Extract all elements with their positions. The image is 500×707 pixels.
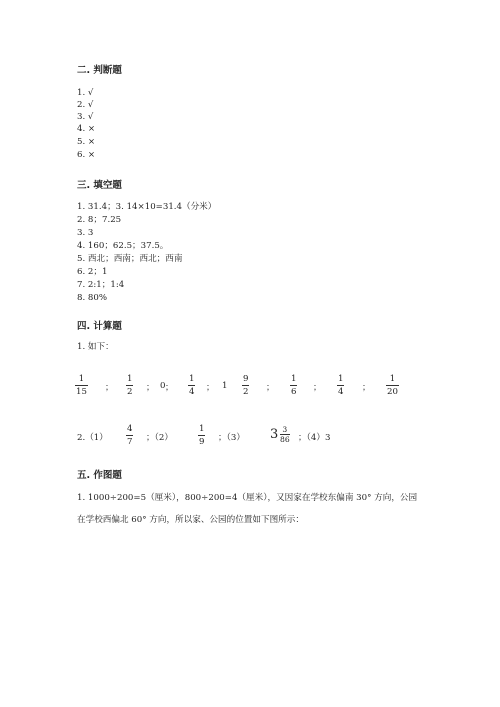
fraction-numerator: 1 xyxy=(78,374,85,384)
fraction-6 xyxy=(337,374,344,397)
fraction-3 xyxy=(188,374,195,397)
fraction-denominator: 7 xyxy=(127,437,133,447)
separator: ； xyxy=(313,383,322,393)
judge-item-4: 4. × xyxy=(77,124,96,134)
calc-intro: 1. 如下： xyxy=(77,342,114,352)
value-zero: 0 xyxy=(160,381,166,391)
fraction-denominator: 20 xyxy=(387,387,398,397)
fraction-numerator: 1 xyxy=(199,424,205,434)
section-title-fill: 三. 填空题 xyxy=(77,180,122,191)
fraction-denominator: 2 xyxy=(243,387,249,397)
fill-item-5: 5. 西北；西南；西北；西南 xyxy=(77,254,183,264)
fraction-denominator: 6 xyxy=(291,387,297,397)
fraction-row2-1 xyxy=(126,424,133,447)
fraction-numerator: 1 xyxy=(389,374,396,384)
separator: ； xyxy=(206,383,215,393)
fraction-denominator: 15 xyxy=(76,387,87,397)
draw-paragraph: 1. 1000÷200=5（厘米），800÷200=4（厘米），又因家在学校东偏南 30° 方向，公园在学校西偏北 60° 方向，所以家、公园的位置如下图所示： xyxy=(77,493,418,525)
fill-item-7: 7. 2:1；1:4 xyxy=(77,280,125,290)
fill-item-8: 8. 80% xyxy=(77,293,108,303)
calc-2-label-2: ；（2） xyxy=(146,433,173,443)
fraction-numerator: 1 xyxy=(291,374,297,384)
fraction-denominator: 9 xyxy=(199,437,205,447)
judge-item-1: 1. √ xyxy=(77,88,94,98)
section-title-judge: 二. 判断题 xyxy=(77,65,122,76)
fill-item-6: 6. 2；1 xyxy=(77,267,108,277)
fill-item-4: 4. 160；62.5；37.5。 xyxy=(77,241,169,251)
fill-item-2: 2. 8；7.25 xyxy=(77,215,122,225)
calc-2-label-1: 2.（1） xyxy=(77,433,108,443)
fraction-numerator: 9 xyxy=(243,374,249,384)
fraction-numerator: 3 xyxy=(282,425,288,434)
fraction-denominator: 2 xyxy=(127,387,133,397)
mixed-number-fraction xyxy=(280,426,290,444)
fraction-numerator: 1 xyxy=(338,374,344,384)
judge-item-2: 2. √ xyxy=(77,100,94,110)
fraction-1 xyxy=(75,374,88,397)
fraction-7 xyxy=(386,374,399,397)
fraction-denominator: 86 xyxy=(280,435,290,444)
separator: ； xyxy=(165,383,174,393)
calc-2-label-3: ；（3） xyxy=(218,433,245,443)
fill-item-1: 1. 31.4；3. 14×10=31.4（分米） xyxy=(77,202,217,212)
fraction-denominator: 4 xyxy=(189,387,195,397)
value-one: 1 xyxy=(222,381,228,391)
fraction-denominator: 4 xyxy=(338,387,344,397)
judge-item-5: 5. × xyxy=(77,137,96,147)
separator: ； xyxy=(105,383,114,393)
section-title-calc: 四. 计算题 xyxy=(77,321,122,332)
separator: ； xyxy=(266,383,275,393)
fraction-4 xyxy=(242,374,249,397)
fraction-numerator: 4 xyxy=(127,424,133,434)
fraction-numerator: 1 xyxy=(189,374,195,384)
section-title-draw: 五. 作图题 xyxy=(77,470,122,481)
judge-item-3: 3. √ xyxy=(77,112,94,122)
judge-item-6: 6. × xyxy=(77,150,96,160)
fraction-row2-2 xyxy=(198,424,205,447)
separator: ； xyxy=(146,383,155,393)
fraction-5 xyxy=(290,374,297,397)
fill-item-3: 3. 3 xyxy=(77,228,94,238)
mixed-number-whole: 3 xyxy=(270,427,279,442)
separator: ； xyxy=(362,383,371,393)
calc-2-label-4: ；（4）3 xyxy=(298,433,331,443)
fraction-numerator: 1 xyxy=(127,374,133,384)
fraction-2 xyxy=(126,374,133,397)
